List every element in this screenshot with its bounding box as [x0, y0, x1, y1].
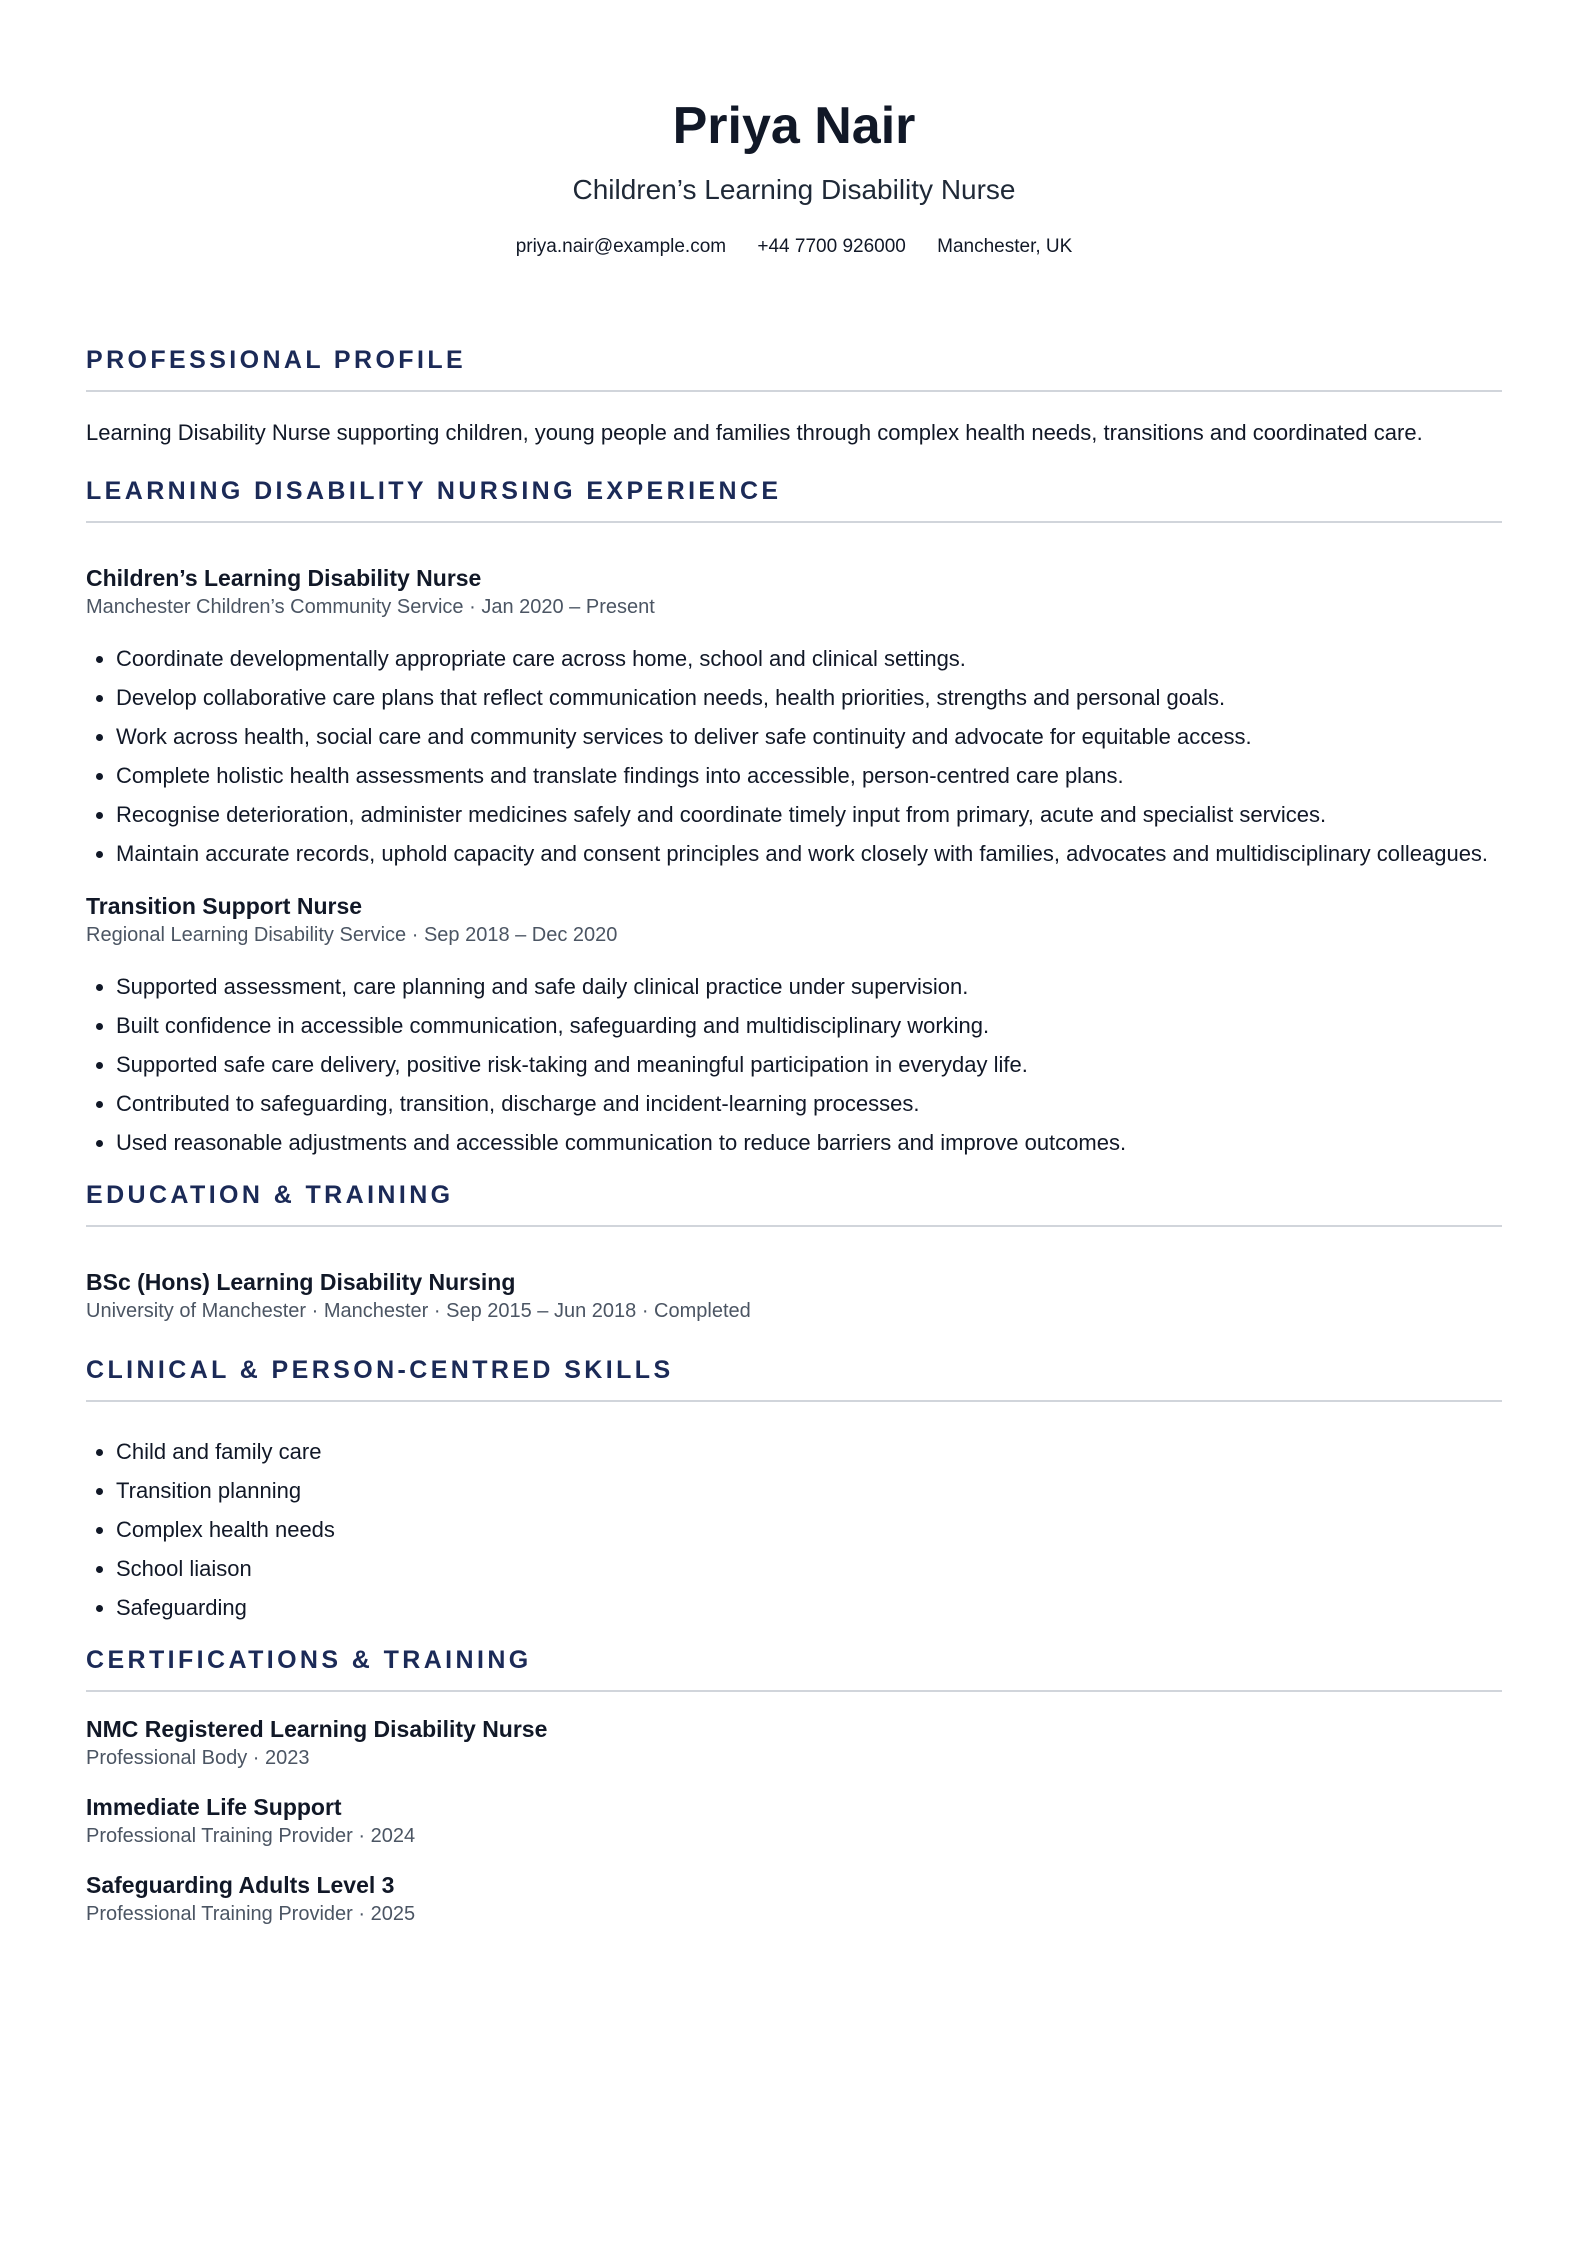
- certification-entry: [86, 1792, 1502, 1850]
- skills-list: [86, 1436, 1502, 1623]
- profile-summary: Learning Disability Nurse supporting children, young people and families through complex health needs, transitions and coordinated care.: [86, 420, 1423, 445]
- job-bullet: • Built confidence in accessible communication, safeguarding and multidisciplinary working.: [116, 1010, 1502, 1041]
- contact-location: Manchester, UK: [937, 236, 1073, 257]
- certification-meta: Professional Training Provider · 2024: [86, 1825, 416, 1847]
- job-bullet: • Maintain accurate records, uphold capacity and consent principles and work closely with families, advocates and multidisciplinary colleagues.: [116, 838, 1502, 869]
- skill-item: • Safeguarding: [116, 1592, 1502, 1623]
- job-bullet: • Used reasonable adjustments and accessible communication to reduce barriers and improve outcomes.: [116, 1127, 1502, 1158]
- certifications-section: [86, 1645, 1502, 1928]
- certification-name: Immediate Life Support: [86, 1794, 342, 1820]
- job-bullet: • Coordinate developmentally appropriate care across home, school and clinical settings.: [116, 643, 1502, 674]
- job-bullet: • Work across health, social care and community services to deliver safe continuity and advocate for equitable access.: [116, 721, 1502, 752]
- certification-meta: Professional Training Provider · 2025: [86, 1903, 416, 1925]
- job-meta: Manchester Children’s Community Service · Jan 2020 – Present: [86, 596, 655, 618]
- education-entry: [86, 1267, 1502, 1325]
- resume-header: [86, 0, 1502, 259]
- profile-section: [86, 345, 1502, 448]
- candidate-headline: Children’s Learning Disability Nurse: [572, 174, 1016, 205]
- section-title-skills: CLINICAL & PERSON-CENTRED SKILLS: [86, 1356, 674, 1384]
- skill-item: • Complex health needs: [116, 1514, 1502, 1545]
- section-divider: [86, 1400, 1502, 1402]
- contact-line: [86, 235, 1502, 259]
- section-title-experience: LEARNING DISABILITY NURSING EXPERIENCE: [86, 477, 782, 505]
- section-divider: [86, 390, 1502, 392]
- certification-entry: [86, 1870, 1502, 1928]
- job-bullet: • Recognise deterioration, administer medicines safely and coordinate timely input from primary, acute and specialist services.: [116, 799, 1502, 830]
- education-section: [86, 1180, 1502, 1325]
- section-divider: [86, 521, 1502, 523]
- skill-item: • Child and family care: [116, 1436, 1502, 1467]
- job-entry: [86, 563, 1502, 869]
- skill-item: • Transition planning: [116, 1475, 1502, 1506]
- job-meta: Regional Learning Disability Service · Sep 2018 – Dec 2020: [86, 924, 618, 946]
- certification-meta: Professional Body · 2023: [86, 1747, 310, 1769]
- job-entry: [86, 891, 1502, 1158]
- job-bullets: [86, 643, 1502, 869]
- skill-item: • School liaison: [116, 1553, 1502, 1584]
- job-bullet: • Complete holistic health assessments and translate findings into accessible, person-centred care plans.: [116, 760, 1502, 791]
- degree-meta: University of Manchester · Manchester · Sep 2015 – Jun 2018 · Completed: [86, 1300, 751, 1322]
- section-title-certifications: CERTIFICATIONS & TRAINING: [86, 1646, 532, 1674]
- certification-entry: [86, 1714, 1502, 1772]
- degree-title: BSc (Hons) Learning Disability Nursing: [86, 1269, 516, 1295]
- section-title-profile: PROFESSIONAL PROFILE: [86, 346, 467, 374]
- job-bullet: • Supported safe care delivery, positive risk-taking and meaningful participation in everyday life.: [116, 1049, 1502, 1080]
- certification-name: Safeguarding Adults Level 3: [86, 1872, 395, 1898]
- certification-name: NMC Registered Learning Disability Nurse: [86, 1716, 548, 1742]
- contact-phone: +44 7700 926000: [757, 236, 906, 257]
- job-bullet: • Develop collaborative care plans that reflect communication needs, health priorities, strengths and personal goals.: [116, 682, 1502, 713]
- job-bullet: • Supported assessment, care planning and safe daily clinical practice under supervision.: [116, 971, 1502, 1002]
- job-bullets: [86, 971, 1502, 1158]
- section-divider: [86, 1690, 1502, 1692]
- candidate-name: Priya Nair: [672, 97, 916, 155]
- skills-section: [86, 1355, 1502, 1623]
- contact-email: priya.nair@example.com: [515, 236, 727, 257]
- job-title: Transition Support Nurse: [86, 893, 363, 919]
- job-bullet: • Contributed to safeguarding, transition, discharge and incident-learning processes.: [116, 1088, 1502, 1119]
- section-title-education: EDUCATION & TRAINING: [86, 1181, 454, 1209]
- job-title: Children’s Learning Disability Nurse: [86, 565, 482, 591]
- experience-section: [86, 476, 1502, 1158]
- section-divider: [86, 1225, 1502, 1227]
